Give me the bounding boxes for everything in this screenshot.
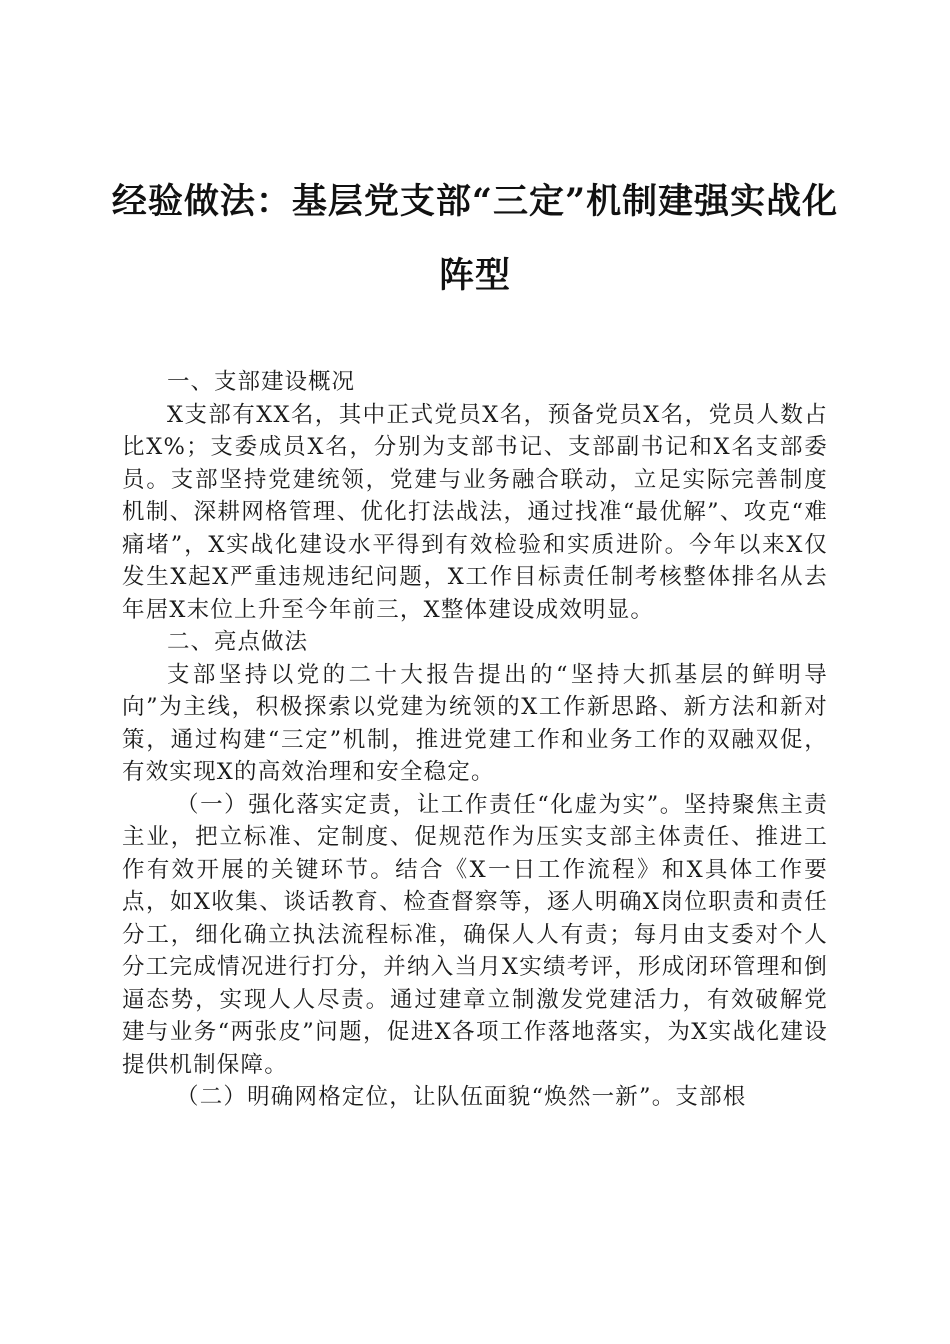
document-body [122, 366, 828, 1114]
paragraph-highlights-intro: 支部坚持以党的二十大报告提出的“坚持大抓基层的鲜明导向”为主线，积极探索以党建为统领的X工作新思路、新方法和新对策，通过构建“三定”机制，推进党建工作和业务工作的双融双促，有效实现X的高效治理和安全稳定。 [122, 661, 828, 785]
section-heading-overview: 一、支部建设概况 [167, 369, 356, 395]
paragraph-subsection-1: （一）强化落实定责，让工作责任“化虚为实”。坚持聚焦主责主业，把立标准、定制度、促规范作为压实支部主体责任、推进工作有效开展的关键环节。结合《X一日工作流程》和X具体工作要点，如X收集、谈话教育、检查督察等，逐人明确X岗位职责和责任分工，细化确立执法流程标准，确保人人有责；每月由支委对个人分工完成情况进行打分，并纳入当月X实绩考评，形成闭环管理和倒逼态势，实现人人尽责。通过建章立制激发党建活力，有效破解党建与业务“两张皮”问题，促进X各项工作落地落实，为X实战化建设提供机制保障。 [122, 791, 828, 1078]
paragraph-subsection-2: （二）明确网格定位，让队伍面貌“焕然一新”。支部根 [176, 1084, 747, 1110]
paragraph-overview: X支部有XX名，其中正式党员X名，预备党员X名，党员人数占比X%；支委成员X名，分别为支部书记、支部副书记和X名支部委员。支部坚持党建统领，党建与业务融合联动，立足实际完善制度机制、深耕网格管理、优化打法战法，通过找准“最优解”、攻克“难痛堵”，X实战化建设水平得到有效检验和实质进阶。今年以来X仅发生X起X严重违规违纪问题，X工作目标责任制考核整体排名从去年居X末位上升至今年前三，X整体建设成效明显。 [122, 401, 828, 623]
document-title: 经验做法：基层党支部“三定”机制建强实战化阵型 [111, 181, 839, 296]
section-heading-highlights: 二、亮点做法 [167, 629, 309, 655]
